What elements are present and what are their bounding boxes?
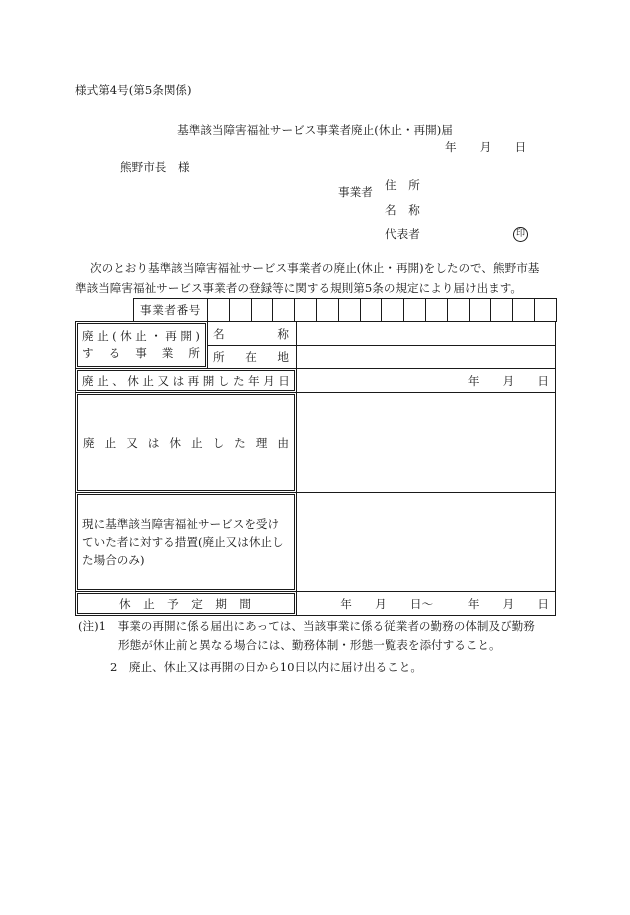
- change-date-value: 年 月 日: [467, 373, 549, 388]
- label-char: 日: [278, 373, 290, 388]
- label-char: 予: [167, 596, 179, 611]
- label-char: 開: [180, 329, 192, 343]
- business-number-digit-box: [294, 298, 317, 322]
- label-char: 名: [213, 326, 225, 341]
- business-number-digit-box: [447, 298, 470, 322]
- note-line: (注)1 事業の再開に係る届出にあっては、当該事業に係る従業者の勤務の体制及び勤務: [78, 619, 535, 633]
- business-number-digit-box: [403, 298, 426, 322]
- note-line: 2 廃止、休止又は再開の日から10日以内に届け出ること。: [110, 660, 422, 674]
- business-number-digit-box: [490, 298, 513, 322]
- business-number-digit-box: [534, 298, 557, 322]
- business-number-digit-box: [469, 298, 492, 322]
- suspension-period-value: 年 月 日～ 年 月 日: [340, 596, 549, 611]
- facility-label-cell: [75, 321, 208, 369]
- reason-label: [83, 435, 289, 451]
- suspension-period-label: [119, 596, 251, 612]
- facility-address-label: [213, 349, 289, 365]
- applicant-representative-label: 代表者: [385, 227, 420, 241]
- measures-field: [296, 492, 556, 592]
- label-char: 止: [190, 435, 203, 450]
- form-title: 基準該当障害福祉サービス事業者廃止(休止・再開)届: [177, 123, 453, 137]
- business-number-digit-box: [338, 298, 361, 322]
- label-char: 所: [188, 346, 200, 360]
- business-number-label-cell: [133, 298, 208, 322]
- label-char: 業: [161, 346, 174, 360]
- label-char: 在: [245, 350, 257, 364]
- facility-name-field: [296, 321, 556, 346]
- label-char: 又: [126, 435, 138, 450]
- statement-line: 準該当障害福祉サービス事業者の登録等に関する規則第5条の規定により届け出ます。: [75, 281, 523, 295]
- label-char: し: [212, 435, 225, 450]
- statement-line: 次のとおり基準該当障害福祉サービス事業者の廃止(休止・再開)をしたので、熊野市基: [90, 261, 540, 275]
- label-char: 廃: [83, 435, 95, 450]
- label-char: 所: [213, 350, 225, 364]
- business-number-digit-box: [229, 298, 252, 322]
- business-number-label: 事業者番号: [140, 303, 201, 317]
- submission-date: 年 月 日: [445, 140, 527, 154]
- change-date-label: [82, 373, 290, 389]
- label-char: 止: [135, 329, 147, 343]
- label-char: 休: [127, 373, 139, 388]
- label-char: 休: [120, 329, 132, 343]
- label-char: る: [108, 346, 121, 360]
- measures-label-line: た場合のみ): [82, 553, 145, 567]
- label-char: 止: [142, 373, 154, 388]
- seal-mark: 印: [513, 227, 528, 242]
- business-number-digit-box: [207, 298, 230, 322]
- facility-label-line: [82, 328, 200, 345]
- business-number-digit-box: [272, 298, 295, 322]
- label-char: ): [195, 329, 200, 343]
- facility-label-line: [82, 345, 200, 362]
- facility-name-label-cell: [207, 321, 297, 346]
- label-char: 年: [248, 373, 260, 388]
- label-char: 廃: [82, 373, 94, 388]
- label-char: 休: [169, 435, 181, 450]
- label-char: 事: [135, 346, 147, 360]
- measures-label: [82, 515, 284, 569]
- note-line: 形態が休止前と異なる場合には、勤務体制・形態一覧表を添付すること。: [118, 638, 501, 652]
- label-char: 、: [112, 373, 124, 388]
- facility-label: [82, 328, 200, 362]
- label-char: 止: [97, 329, 109, 343]
- label-char: 称: [277, 326, 289, 341]
- business-number-digit-box: [512, 298, 535, 322]
- applicant-label: 事業者: [338, 185, 373, 199]
- business-number-digit-box: [381, 298, 404, 322]
- label-char: 止: [97, 373, 109, 388]
- business-number-digit-box: [251, 298, 274, 322]
- reason-field: [296, 392, 556, 493]
- business-number-digit-box: [360, 298, 383, 322]
- label-char: 期: [215, 596, 227, 611]
- label-char: 休: [119, 596, 131, 611]
- label-char: ・: [150, 329, 162, 343]
- label-char: 地: [277, 350, 289, 364]
- suspension-period-label-cell: [75, 591, 297, 616]
- label-char: 再: [165, 329, 177, 343]
- label-char: 理: [255, 435, 268, 450]
- facility-address-label-cell: [207, 345, 297, 369]
- label-char: 又: [157, 373, 170, 388]
- applicant-address-label: 住 所: [385, 178, 420, 192]
- change-date-label-cell: [75, 368, 297, 393]
- label-char: 月: [263, 373, 275, 388]
- reason-label-cell: [75, 392, 297, 493]
- label-char: 止: [104, 435, 117, 450]
- label-char: 再: [187, 373, 200, 388]
- addressee: 熊野市長 様: [120, 160, 190, 174]
- label-char: 由: [277, 435, 289, 450]
- measures-label-line: 現に基準該当障害福祉サービスを受け: [82, 517, 280, 531]
- label-char: し: [217, 373, 230, 388]
- label-char: す: [82, 346, 94, 360]
- facility-name-label: [213, 326, 289, 342]
- measures-label-cell: [75, 492, 297, 592]
- label-char: (: [112, 329, 117, 343]
- measures-label-line: ていた者に対する措置(廃止又は休止し: [82, 535, 284, 549]
- label-char: た: [234, 435, 246, 450]
- label-char: は: [147, 435, 160, 450]
- label-char: た: [232, 373, 245, 388]
- label-char: 廃: [82, 329, 94, 343]
- label-char: は: [172, 373, 185, 388]
- business-number-digit-box: [316, 298, 339, 322]
- label-char: 開: [202, 373, 215, 388]
- form-number: 様式第4号(第5条関係): [75, 83, 192, 97]
- label-char: 定: [191, 596, 203, 611]
- label-char: 止: [143, 596, 155, 611]
- label-char: 間: [239, 596, 251, 611]
- change-date-field: [296, 368, 556, 393]
- business-number-digit-box: [425, 298, 448, 322]
- facility-address-field: [296, 345, 556, 369]
- applicant-name-label: 名 称: [385, 203, 420, 217]
- suspension-period-field: [296, 591, 556, 616]
